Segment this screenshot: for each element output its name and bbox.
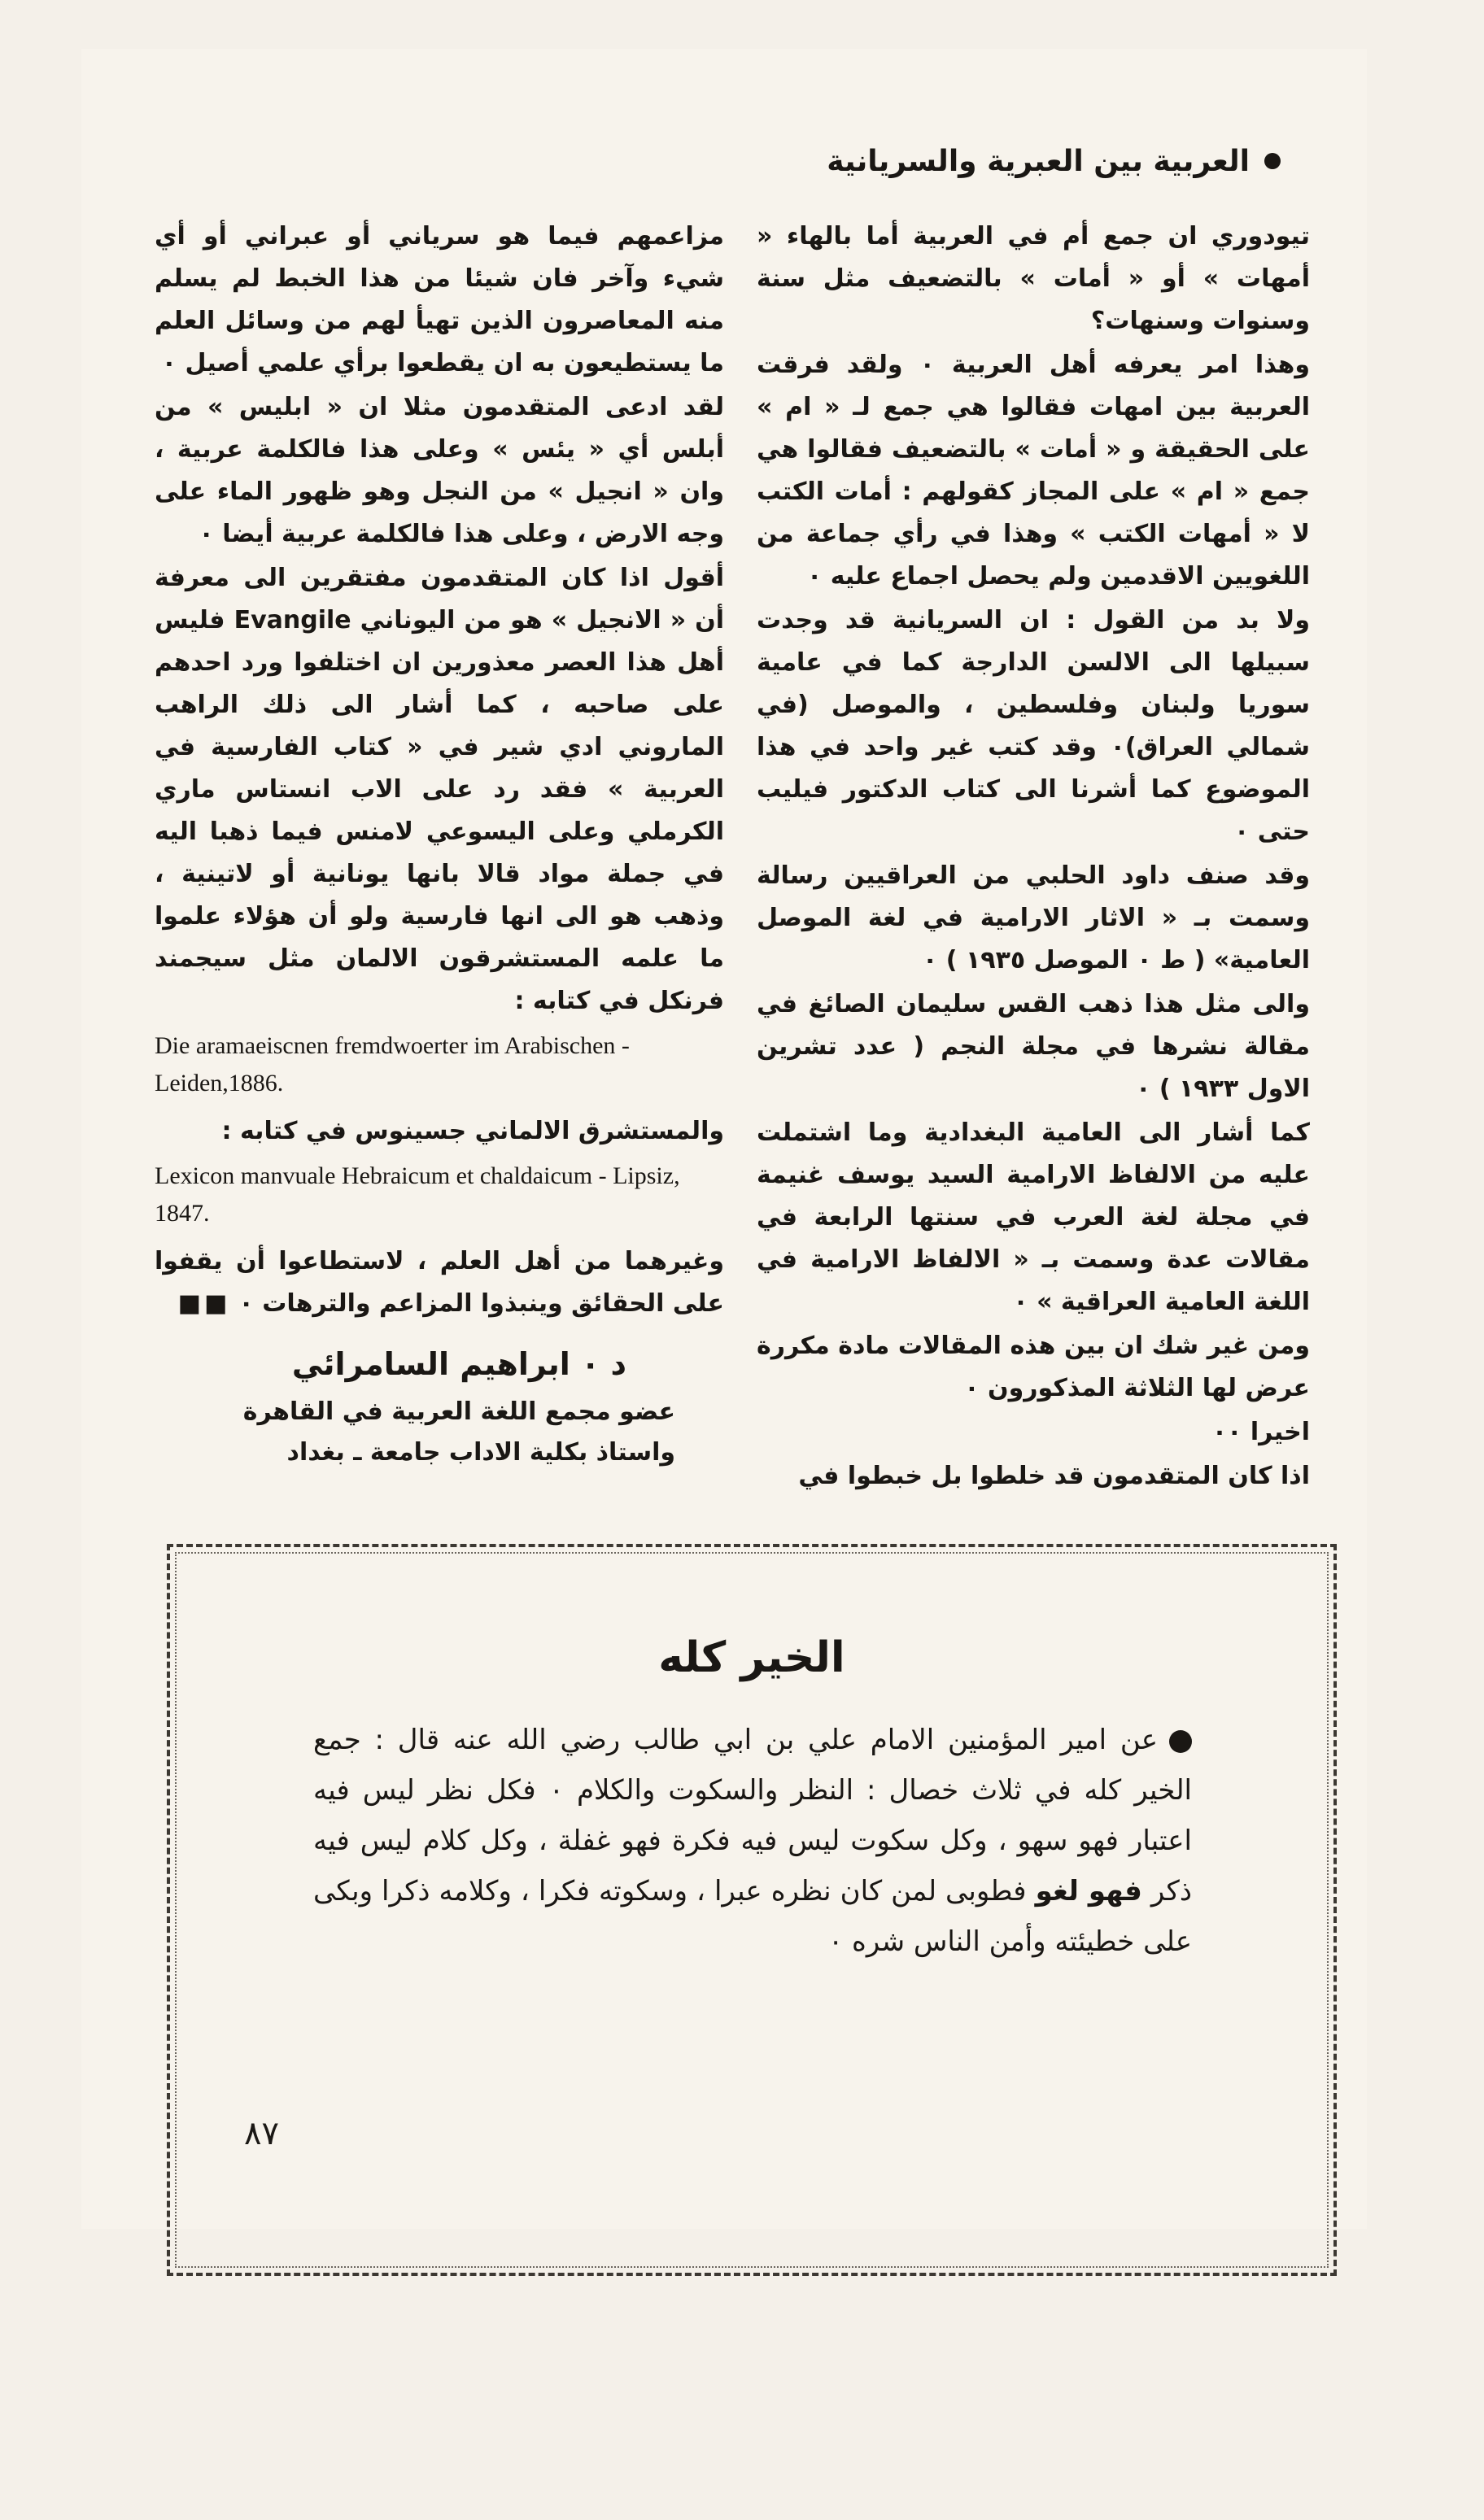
left-column [155, 216, 724, 1493]
article-header [548, 137, 1281, 185]
paragraph: مزاعمهم فيما هو سرياني أو عبراني أو أي شيء وآخر فان شيئا من هذا الخبط لم يسلم منه المعاصرون الذين تهيأ لهم من وسائل العلم ما يستطيعون به ان يقطعوا برأي علمي أصيل ٠ [155, 222, 724, 377]
page-number: ٨٧ [244, 2115, 279, 2152]
end-marker-icon: ■■ [177, 1289, 231, 1318]
header-bullet-icon [1264, 153, 1281, 169]
paragraph: كما أشار الى العامية البغدادية وما اشتملت عليه من الالفاظ الارامية السيد يوسف غنيمة في مجلة لغة العرب في سنتها الرابعة في مقالات عدة وسمت بـ « الالفاظ الارامية في اللغة العامية العراقية » ٠ [757, 1118, 1310, 1316]
author-name: د ٠ ابراهيم السامرائي [291, 1346, 626, 1382]
quote-box [167, 1544, 1337, 2520]
right-column [757, 216, 1310, 1493]
paragraph: والى مثل هذا ذهب القس سليمان الصائغ في مقالة نشرها في مجلة النجم ( عدد تشرين الاول ١٩٣٣ ) ٠ [757, 990, 1310, 1103]
paragraph: ومن غير شك ان بين هذه المقالات مادة مكررة عرض لها الثلاثة المذكورون ٠ [757, 1332, 1310, 1402]
bullet-icon [1169, 1730, 1192, 1753]
paragraph: لقد ادعى المتقدمون مثلا ان « ابليس » من أبلس أي « يئس » وعلى هذا فالكلمة عربية ، وان « انجيل » من النجل وهو ظهور الماء على وجه الارض ، وعلى هذا فالكلمة عربية أيضا ٠ [155, 393, 724, 548]
box-text-emphasis: فهو لغو [1035, 1875, 1142, 1907]
closing-text: وغيرهما من أهل العلم ، لاستطاعوا أن يقفوا على الحقائق وينبذوا المزاعم والترهات ٠ [155, 1247, 724, 1318]
article-title: العربية بين العبرية والسريانية [827, 144, 1250, 178]
paragraph: وهذا امر يعرفه أهل العربية ٠ ولقد فرقت العربية بين امهات فقالوا هي جمع لـ « ام » على الحقيقة و « أمات » بالتضعيف فقالوا هي جمع « ام » على المجاز كقولهم : أمات الكتب لا « أمهات الكتب » وهذا في رأي جماعة من اللغويين الاقدمين ولم يحصل اجماع عليه ٠ [757, 351, 1310, 591]
reference-citation: Die aramaeiscnen fremdwoerter im Arabischen - Leiden,1886. [155, 1032, 630, 1097]
author-affiliation: عضو مجمع اللغة العربية في القاهرة [242, 1397, 675, 1426]
box-body [313, 1715, 1192, 1967]
author-signature [155, 1346, 675, 1473]
paragraph: تيودوري ان جمع أم في العربية أما بالهاء « أمهات » أو « أمات » بالتضعيف مثل سنة وسنوات وسنهات؟ [757, 222, 1310, 335]
paragraph: أقول اذا كان المتقدمون مفتقرين الى معرفة أن « الانجيل » هو من اليوناني Evangile فليس أهل هذا العصر معذورين ان اختلفوا ورد احدهم على صاحبه ، كما أشار الى ذلك الراهب الماروني ادي شير في « كتاب الفارسية في العربية » فقد رد على الاب انستاس ماري الكرملي وعلى اليسوعي لامنس فيما ذهبا اليه في جملة مواد قالا بانها يونانية أو لاتينية ، وذهب هو الى انها فارسية ولو أن هؤلاء علموا ما علمه المستشرقون الالمان مثل سيجمند فرنكل في كتابه : [155, 564, 725, 1015]
paragraph: اذا كان المتقدمون قد خلطوا بل خبطوا في [798, 1462, 1310, 1490]
paragraph: وقد صنف داود الحلبي من العراقيين رسالة وسمت بـ « الاثار الارامية في لغة الموصل العامية» ( ط ٠ الموصل ١٩٣٥ ) ٠ [757, 861, 1310, 974]
reference-citation: Lexicon manvuale Hebraicum et chaldaicum - Lipsiz, 1847. [155, 1162, 680, 1227]
box-title: الخير كله [658, 1633, 845, 1682]
box-text: فطوبى لمن كان نظره عبرا ، وسكوته فكرا ، وكلامه ذكرا وبكى على خطيئته وأمن الناس شره ٠ [313, 1875, 1192, 1958]
paragraph [155, 1240, 724, 1325]
box-text: عن امير المؤمنين الامام علي بن ابي طالب رضي الله عنه قال : جمع الخير كله في ثلاث خصال : النظر والسكوت والكلام ٠ فكل نظر ليس فيه اعتبار فهو سهو ، وكل سكوت ليس فيه فكرة فهو غفلة ، وكل كلام ليس فيه ذكر [313, 1724, 1192, 1907]
paragraph: ولا بد من القول : ان السريانية قد وجدت سبيلها الى الالسن الدارجة كما في عامية سوريا ولبنان وفلسطين ، والموصل (في شمالي العراق)٠ وقد كتب غير واحد في هذا الموضوع كما أشرنا الى كتاب الدكتور فيليب حتى ٠ [757, 606, 1310, 846]
paragraph: اخيرا ٠٠ [1211, 1418, 1310, 1446]
author-affiliation: واستاذ بكلية الاداب جامعة ـ بغداد [286, 1438, 675, 1467]
paragraph: والمستشرق الالماني جسينوس في كتابه : [221, 1117, 724, 1145]
